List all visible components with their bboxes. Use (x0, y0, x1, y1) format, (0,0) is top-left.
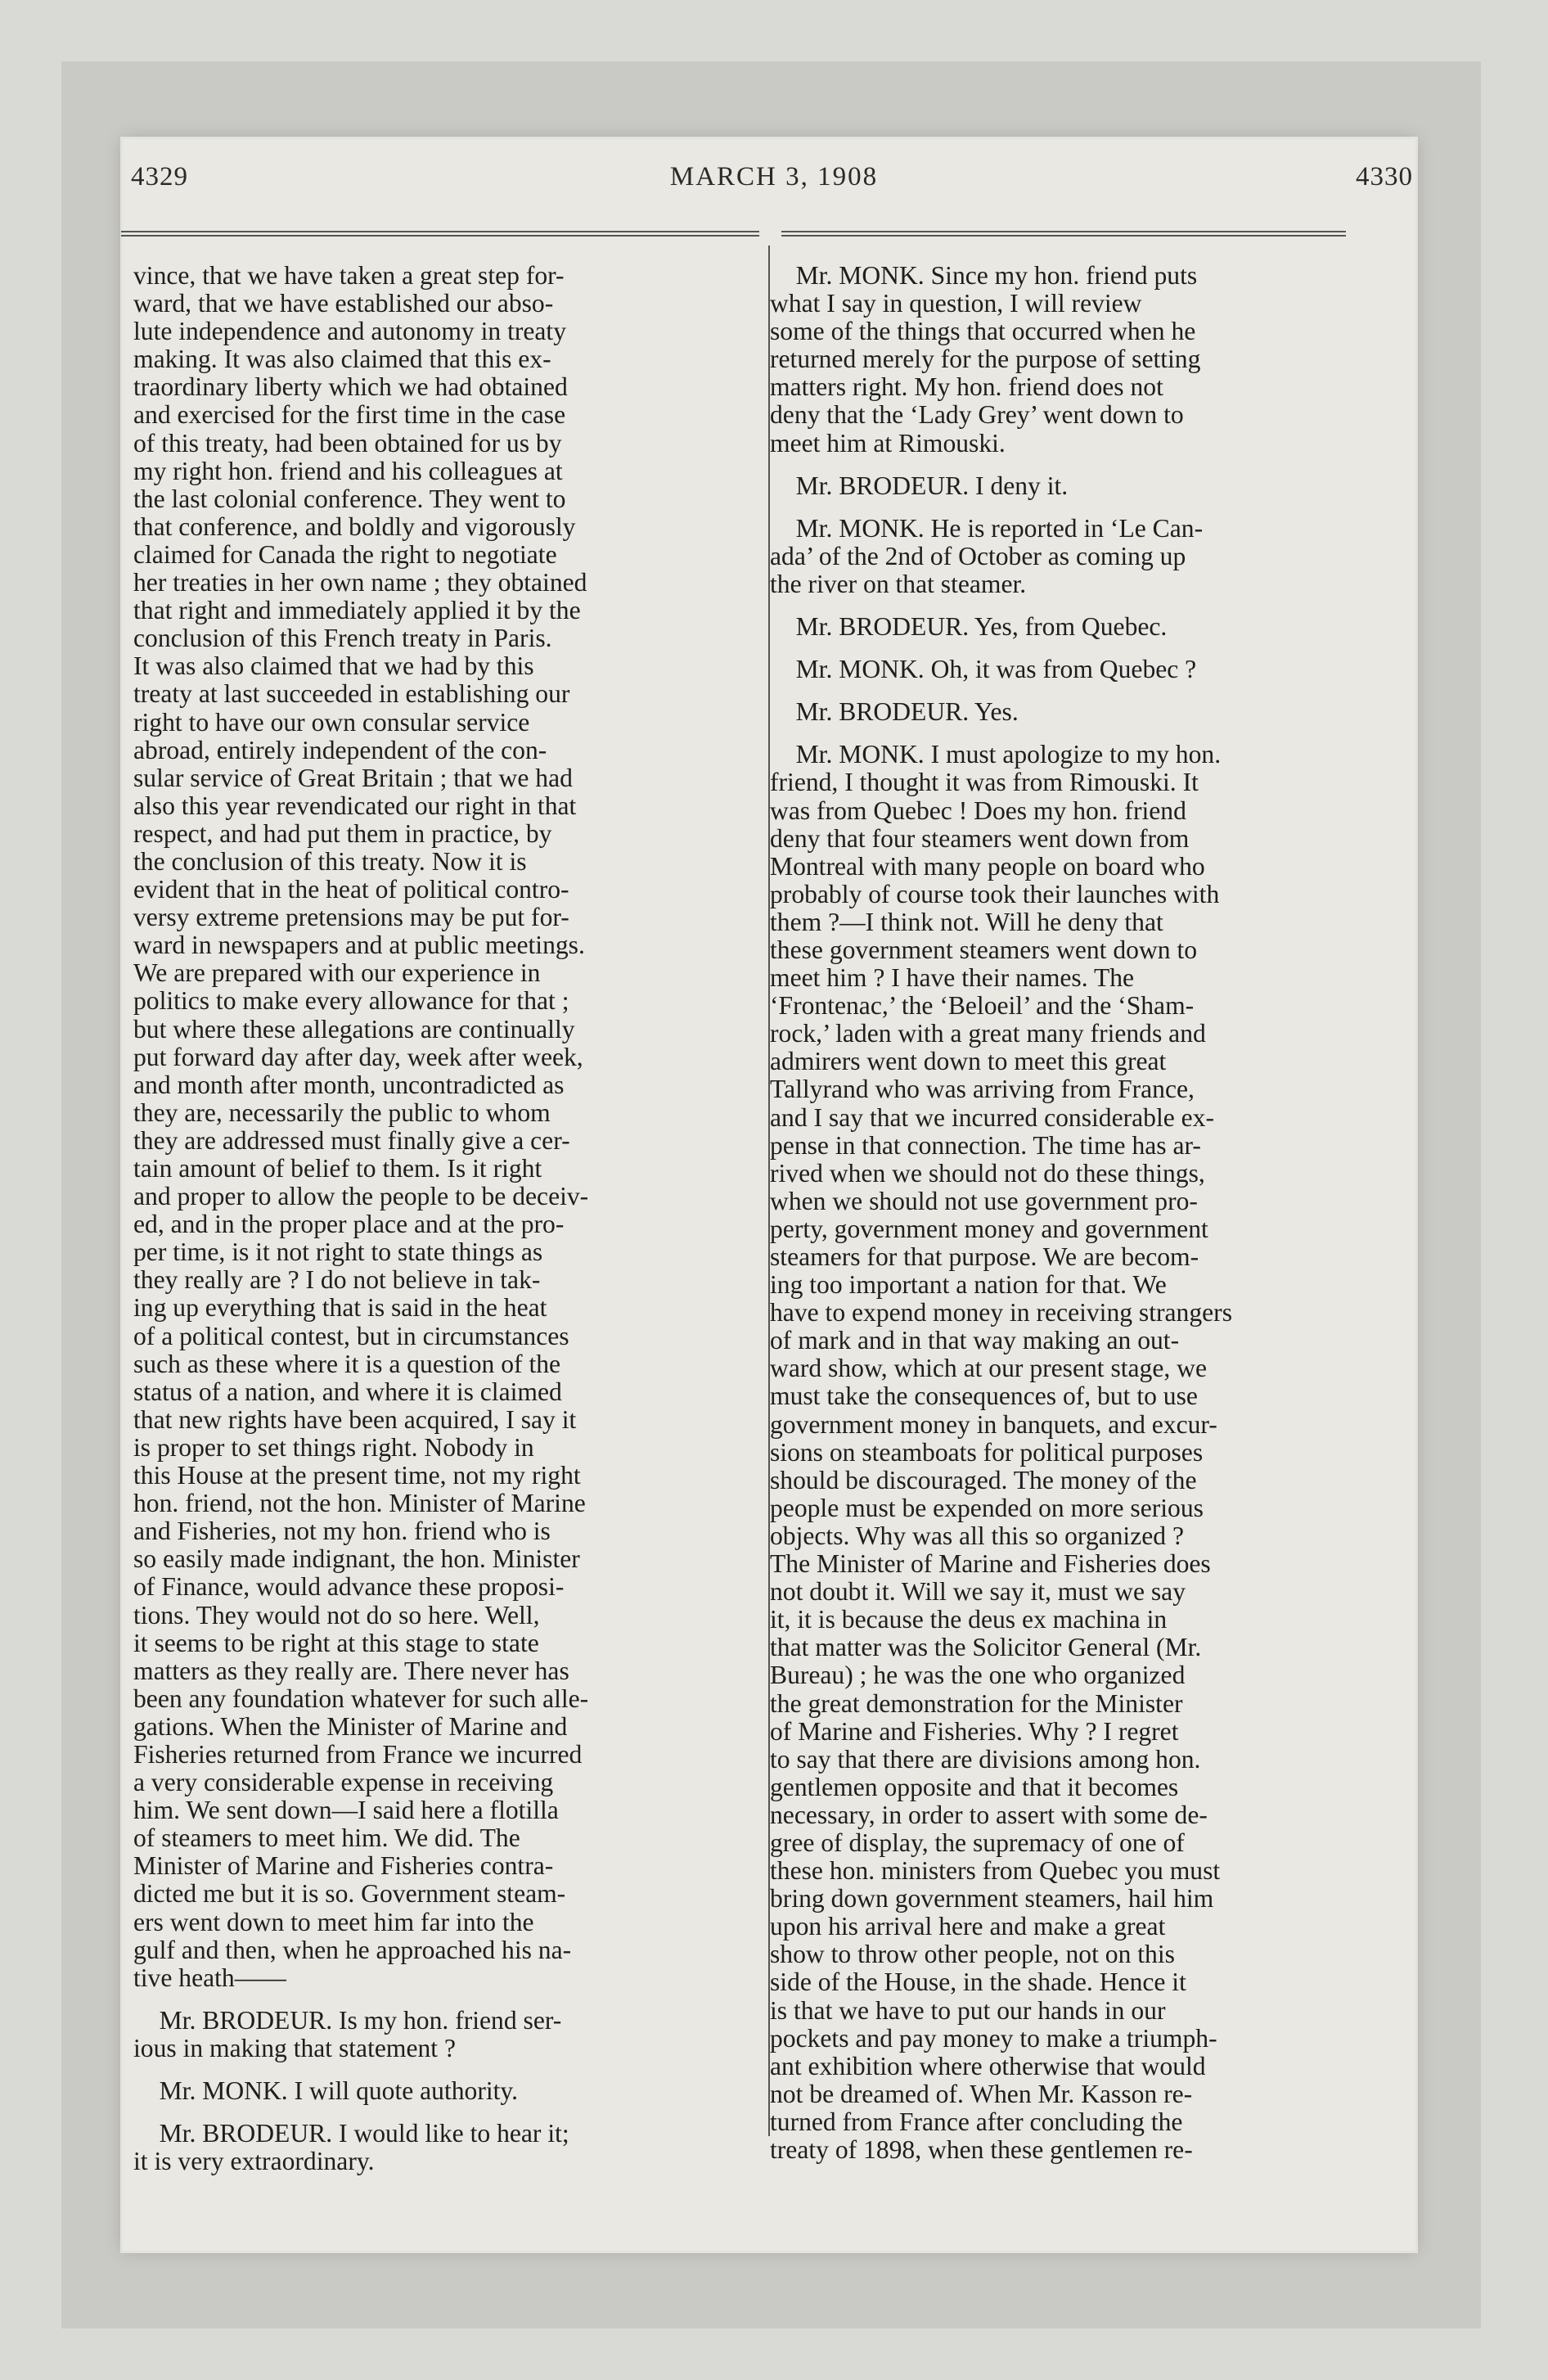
text-line: and proper to allow the people to be deceiv- (133, 1182, 589, 1211)
text-line: Mr. MONK. He is reported in ‘Le Can- (770, 513, 1204, 543)
text-line: ward, that we have established our abso- (133, 289, 554, 318)
text-line: they are addressed must finally give a cer- (133, 1125, 570, 1155)
text-line: government money in banquets, and excur- (770, 1409, 1217, 1439)
text-line: it, it is because the deus ex machina in (770, 1605, 1168, 1634)
text-line: of a political contest, but in circumstances (133, 1321, 569, 1350)
text-line: claimed for Canada the right to negotiate (133, 539, 557, 569)
text-line: bring down government steamers, hail him (770, 1884, 1214, 1913)
text-line: ada’ of the 2nd of October as coming up (770, 541, 1186, 570)
text-line: deny that the ‘Lady Grey’ went down to (770, 400, 1184, 430)
text-line: is that we have to put our hands in our (770, 1995, 1166, 2025)
text-line: Mr. BRODEUR. Yes. (770, 697, 1019, 727)
text-line: so easily made indignant, the hon. Minister (133, 1544, 580, 1574)
text-line: this House at the present time, not my right (133, 1461, 581, 1490)
text-line: Mr. BRODEUR. I deny it. (770, 471, 1069, 500)
text-line: Montreal with many people on board who (770, 851, 1205, 881)
text-line: Minister of Marine and Fisheries contra- (133, 1851, 554, 1881)
text-line: meet him ? I have their names. The (770, 963, 1135, 993)
text-line: perty, government money and government (770, 1214, 1208, 1243)
text-line: turned from France after concluding the (770, 2107, 1183, 2136)
text-line: people must be expended on more serious (770, 1493, 1204, 1522)
text-line: versy extreme pretensions may be put for- (133, 903, 569, 932)
text-line: that conference, and boldly and vigorously (133, 512, 576, 541)
text-line: upon his arrival here and make a great (770, 1912, 1166, 1941)
text-line: Mr. BRODEUR. I would like to hear it; (133, 2119, 569, 2148)
paragraph-gap (133, 2062, 751, 2077)
paragraph-gap (770, 683, 1343, 698)
page-number-left: 4329 (131, 162, 188, 192)
text-line: right to have our own consular service (133, 707, 530, 737)
text-line: have to expend money in receiving strangers (770, 1298, 1232, 1327)
text-line: it seems to be right at this stage to state (133, 1628, 539, 1657)
text-line: Mr. MONK. Since my hon. friend puts (770, 261, 1198, 290)
text-line: should be discouraged. The money of the (770, 1465, 1197, 1494)
text-line: Mr. MONK. I must apologize to my hon. (770, 740, 1222, 769)
text-line: of mark and in that way making an out- (770, 1326, 1180, 1355)
paragraph-gap (133, 1992, 751, 2007)
text-line: pense in that connection. The time has ar- (770, 1130, 1201, 1160)
text-line: was from Quebec ! Does my hon. friend (770, 796, 1186, 825)
text-line: tions. They would not do so here. Well, (133, 1600, 540, 1629)
text-line: gulf and then, when he approached his na- (133, 1935, 572, 1964)
header-rule-left-double (121, 235, 759, 237)
paragraph-gap (133, 2105, 751, 2120)
text-line: tive heath—— (133, 1963, 286, 1992)
paragraph-gap (770, 458, 1343, 472)
text-line: when we should not use government pro- (770, 1186, 1198, 1215)
text-line: per time, is it not right to state things as (133, 1237, 543, 1267)
text-line: the last colonial conference. They went to (133, 484, 566, 513)
text-line: it is very extraordinary. (133, 2147, 375, 2176)
left-text-column (133, 262, 751, 2175)
text-line: deny that four steamers went down from (770, 823, 1190, 853)
text-line: the river on that steamer. (770, 569, 1027, 598)
text-line: tain amount of belief to them. Is it right (133, 1154, 542, 1183)
right-text-column (770, 262, 1343, 2164)
header-rule-right (781, 231, 1346, 232)
text-line: him. We sent down—I said here a flotilla (133, 1796, 559, 1825)
text-line: the conclusion of this treaty. Now it is (133, 846, 527, 876)
text-line: Mr. BRODEUR. Is my hon. friend ser- (133, 2005, 562, 2035)
text-line: of steamers to meet him. We did. The (133, 1823, 520, 1853)
text-line: lute independence and autonomy in treaty (133, 317, 567, 346)
text-line: them ?—I think not. Will he deny that (770, 907, 1163, 936)
text-line: The Minister of Marine and Fisheries does (770, 1549, 1211, 1579)
header-rule-right-double (781, 235, 1346, 237)
text-line: returned merely for the purpose of setting (770, 345, 1201, 374)
text-line: Bureau) ; he was the one who organized (770, 1661, 1186, 1690)
text-line: rock,’ laden with a great many friends and (770, 1019, 1206, 1048)
paragraph-gap (770, 641, 1343, 656)
text-line: matters right. My hon. friend does not (770, 372, 1163, 402)
text-line: that matter was the Solicitor General (Mr. (770, 1633, 1202, 1662)
text-line: respect, and had put them in practice, by (133, 818, 552, 848)
text-line: probably of course took their launches with (770, 879, 1220, 908)
text-line: Mr. MONK. Oh, it was from Quebec ? (770, 655, 1197, 684)
text-line: evident that in the heat of political contro- (133, 875, 569, 904)
text-line: hon. friend, not the hon. Minister of Marine (133, 1489, 586, 1518)
text-line: sular service of Great Britain ; that we had (133, 763, 573, 792)
text-line: dicted me but it is so. Government steam- (133, 1879, 566, 1909)
text-line: Mr. MONK. I will quote authority. (133, 2076, 519, 2105)
text-line: not be dreamed of. When Mr. Kasson re- (770, 2079, 1193, 2108)
text-line: steamers for that purpose. We are becom- (770, 1242, 1199, 1271)
text-line: put forward day after day, week after week, (133, 1042, 583, 1071)
text-line: ‘Frontenac,’ the ‘Beloeil’ and the ‘Sham- (770, 991, 1195, 1021)
text-line: traordinary liberty which we had obtained (133, 372, 568, 402)
text-line: they really are ? I do not believe in tak- (133, 1265, 541, 1295)
text-line: making. It was also claimed that this ex- (133, 345, 551, 374)
text-line: and exercised for the first time in the case (133, 400, 566, 430)
text-line: and I say that we incurred considerable ex- (770, 1102, 1215, 1132)
text-line: vince, that we have taken a great step for- (133, 261, 565, 290)
text-line: the great demonstration for the Minister (770, 1688, 1183, 1718)
text-line: Tallyrand who was arriving from France, (770, 1075, 1195, 1104)
text-line: status of a nation, and where it is claimed (133, 1377, 562, 1406)
text-line: ward in newspapers and at public meetings. (133, 931, 585, 960)
text-line: ant exhibition where otherwise that would (770, 2051, 1206, 2080)
text-line: ing up everything that is said in the heat (133, 1293, 547, 1323)
header-rule-left (121, 231, 759, 232)
paragraph-gap (770, 598, 1343, 613)
text-line: and Fisheries, not my hon. friend who is (133, 1517, 551, 1546)
text-line: and month after month, uncontradicted as (133, 1070, 565, 1099)
text-line: gree of display, the supremacy of one of (770, 1828, 1185, 1857)
text-line: of Finance, would advance these proposi- (133, 1572, 565, 1602)
text-line: treaty at last succeeded in establishing our (133, 679, 570, 709)
text-line: also this year revendicated our right in that (133, 791, 577, 820)
text-line: what I say in question, I will review (770, 289, 1142, 318)
text-line: must take the consequences of, but to use (770, 1382, 1198, 1411)
text-line: ward show, which at our present stage, we (770, 1354, 1208, 1383)
text-line: of Marine and Fisheries. Why ? I regret (770, 1716, 1179, 1746)
page-number-right: 4330 (1356, 162, 1413, 192)
text-line: politics to make every allowance for that ; (133, 986, 569, 1016)
text-line: of this treaty, had been obtained for us by (133, 428, 562, 458)
text-line: ious in making that statement ? (133, 2033, 456, 2062)
text-line: but where these allegations are continually (133, 1014, 575, 1044)
text-line: been any foundation whatever for such alle- (133, 1684, 589, 1713)
text-line: some of the things that occurred when he (770, 317, 1196, 346)
text-line: these hon. ministers from Quebec you must (770, 1856, 1221, 1886)
paragraph-gap (770, 500, 1343, 515)
text-line: abroad, entirely independent of the con- (133, 735, 547, 764)
text-line: Mr. BRODEUR. Yes, from Quebec. (770, 612, 1168, 642)
text-line: matters as they really are. There never has (133, 1656, 569, 1685)
text-line: Fisheries returned from France we incurred (133, 1739, 583, 1769)
text-line: such as these where it is a question of the (133, 1349, 561, 1378)
running-title: MARCH 3, 1908 (669, 162, 879, 192)
text-line: that right and immediately applied it by the (133, 596, 581, 625)
text-line: treaty of 1898, when these gentlemen re- (770, 2135, 1193, 2164)
text-line: ers went down to meet him far into the (133, 1907, 534, 1936)
text-line: conclusion of this French treaty in Paris. (133, 624, 552, 653)
text-line: show to throw other people, not on this (770, 1940, 1175, 1969)
text-line: sions on steamboats for political purposes (770, 1437, 1204, 1467)
text-line: a very considerable expense in receiving (133, 1768, 554, 1797)
text-line: to say that there are divisions among hon. (770, 1744, 1201, 1774)
text-line: gentlemen opposite and that it becomes (770, 1772, 1179, 1801)
text-line: these government steamers went down to (770, 935, 1198, 964)
text-line: meet him at Rimouski. (770, 428, 1006, 458)
text-line: that new rights have been acquired, I say it (133, 1404, 577, 1434)
paragraph-gap (770, 726, 1343, 741)
text-line: my right hon. friend and his colleagues at (133, 456, 563, 485)
text-line: pockets and pay money to make a triumph- (770, 2023, 1217, 2053)
text-line: side of the House, in the shade. Hence it (770, 1968, 1186, 1997)
text-line: necessary, in order to assert with some de- (770, 1800, 1208, 1829)
text-line: they are, necessarily the public to whom (133, 1098, 551, 1127)
text-line: admirers went down to meet this great (770, 1047, 1167, 1076)
text-line: friend, I thought it was from Rimouski. It (770, 768, 1199, 797)
text-line: We are prepared with our experience in (133, 958, 541, 988)
text-line: objects. Why was all this so organized ? (770, 1521, 1184, 1550)
text-line: is proper to set things right. Nobody in (133, 1432, 534, 1462)
text-line: It was also claimed that we had by this (133, 651, 534, 681)
text-line: her treaties in her own name ; they obtained (133, 568, 587, 597)
text-line: rived when we should not do these things, (770, 1158, 1205, 1188)
text-line: gations. When the Minister of Marine and (133, 1711, 568, 1741)
text-line: ed, and in the proper place and at the pro- (133, 1210, 565, 1239)
text-line: not doubt it. Will we say it, must we say (770, 1577, 1186, 1607)
text-line: ing too important a nation for that. We (770, 1270, 1167, 1300)
